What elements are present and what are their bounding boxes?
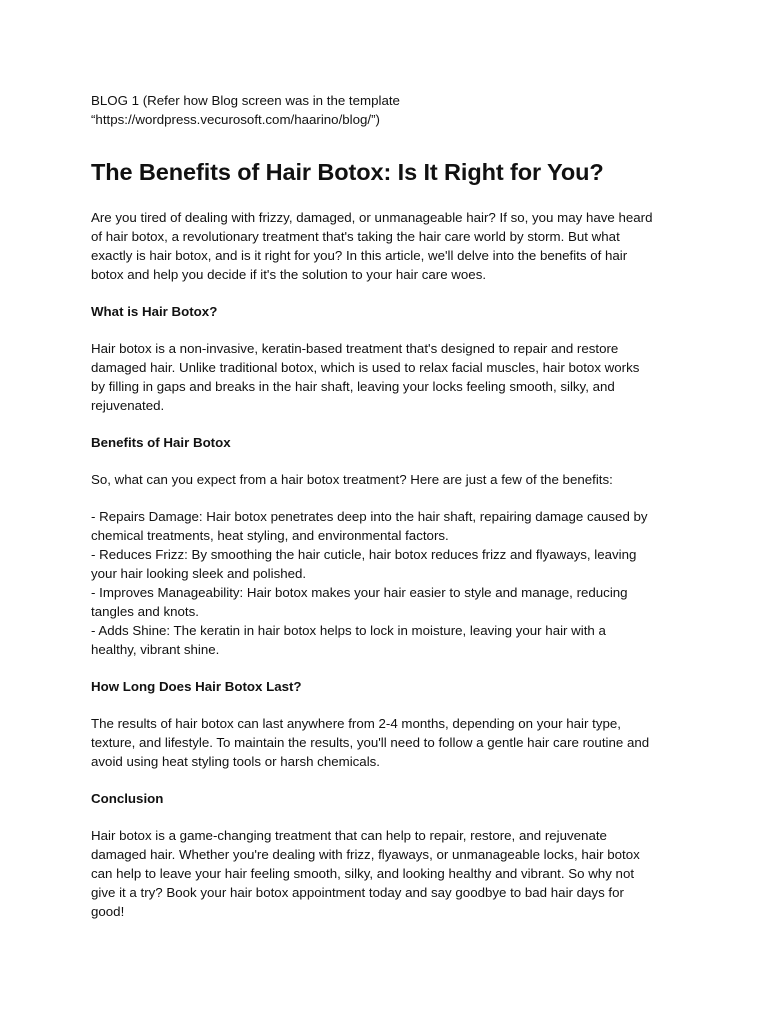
text-line: by filling in gaps and breaks in the hair shaft, leaving your locks feeling smooth, silky, and — [91, 379, 615, 394]
benefits-lead: So, what can you expect from a hair botox treatment? Here are just a few of the benefits: — [91, 472, 613, 487]
text-line: - Improves Manageability: Hair botox makes your hair easier to style and manage, reducing — [91, 585, 628, 600]
text-line: Are you tired of dealing with frizzy, damaged, or unmanageable hair? If so, you may have heard — [91, 210, 653, 225]
text-line: - Reduces Frizz: By smoothing the hair cuticle, hair botox reduces frizz and flyaways, leaving — [91, 547, 637, 562]
text-line: - Repairs Damage: Hair botox penetrates deep into the hair shaft, repairing damage caused by — [91, 509, 648, 524]
duration-paragraph — [91, 714, 691, 771]
text-line: texture, and lifestyle. To maintain the results, you'll need to follow a gentle hair care routine and — [91, 735, 650, 750]
article-title: The Benefits of Hair Botox: Is It Right for You? — [91, 159, 604, 185]
list-item — [91, 621, 691, 659]
text-line: can help to leave your hair feeling smooth, silky, and looking healthy and vibrant. So why not — [91, 866, 635, 881]
text-line: exactly is hair botox, and is it right for you? In this article, we'll delve into the benefits of hair — [91, 248, 628, 263]
section-heading-benefits: Benefits of Hair Botox — [91, 435, 231, 450]
text-line: The results of hair botox can last anywhere from 2-4 months, depending on your hair type, — [91, 716, 621, 731]
text-line: Hair botox is a non-invasive, keratin-based treatment that's designed to repair and restore — [91, 341, 619, 356]
text-line: tangles and knots. — [91, 604, 199, 619]
what-paragraph — [91, 339, 691, 415]
list-item — [91, 583, 691, 621]
text-line: damaged hair. Unlike traditional botox, which is used to relax facial muscles, hair botox works — [91, 360, 640, 375]
note-line: BLOG 1 (Refer how Blog screen was in the template — [91, 93, 400, 108]
conclusion-paragraph — [91, 826, 691, 921]
note-line: “https://wordpress.vecurosoft.com/haarino/blog/”) — [91, 112, 380, 127]
text-line: good! — [91, 904, 125, 919]
text-line: chemical treatments, heat styling, and environmental factors. — [91, 528, 449, 543]
document-page — [91, 91, 691, 921]
section-heading-conclusion: Conclusion — [91, 791, 164, 806]
list-item — [91, 507, 691, 545]
list-item — [91, 545, 691, 583]
text-line: damaged hair. Whether you're dealing with frizz, flyaways, or unmanageable locks, hair botox — [91, 847, 640, 862]
text-line: your hair looking sleek and polished. — [91, 566, 307, 581]
section-heading-duration: How Long Does Hair Botox Last? — [91, 679, 302, 694]
text-line: avoid using heat styling tools or harsh chemicals. — [91, 754, 380, 769]
text-line: of hair botox, a revolutionary treatment that's taking the hair care world by storm. But what — [91, 229, 620, 244]
text-line: give it a try? Book your hair botox appointment today and say goodbye to bad hair days for — [91, 885, 624, 900]
text-line: botox and help you decide if it's the solution to your hair care woes. — [91, 267, 487, 282]
benefits-list — [91, 507, 691, 659]
text-line: - Adds Shine: The keratin in hair botox helps to lock in moisture, leaving your hair with a — [91, 623, 606, 638]
text-line: healthy, vibrant shine. — [91, 642, 220, 657]
template-reference-note — [91, 91, 691, 129]
text-line: Hair botox is a game-changing treatment that can help to repair, restore, and rejuvenate — [91, 828, 607, 843]
section-heading-what: What is Hair Botox? — [91, 304, 218, 319]
text-line: rejuvenated. — [91, 398, 165, 413]
intro-paragraph — [91, 208, 691, 284]
